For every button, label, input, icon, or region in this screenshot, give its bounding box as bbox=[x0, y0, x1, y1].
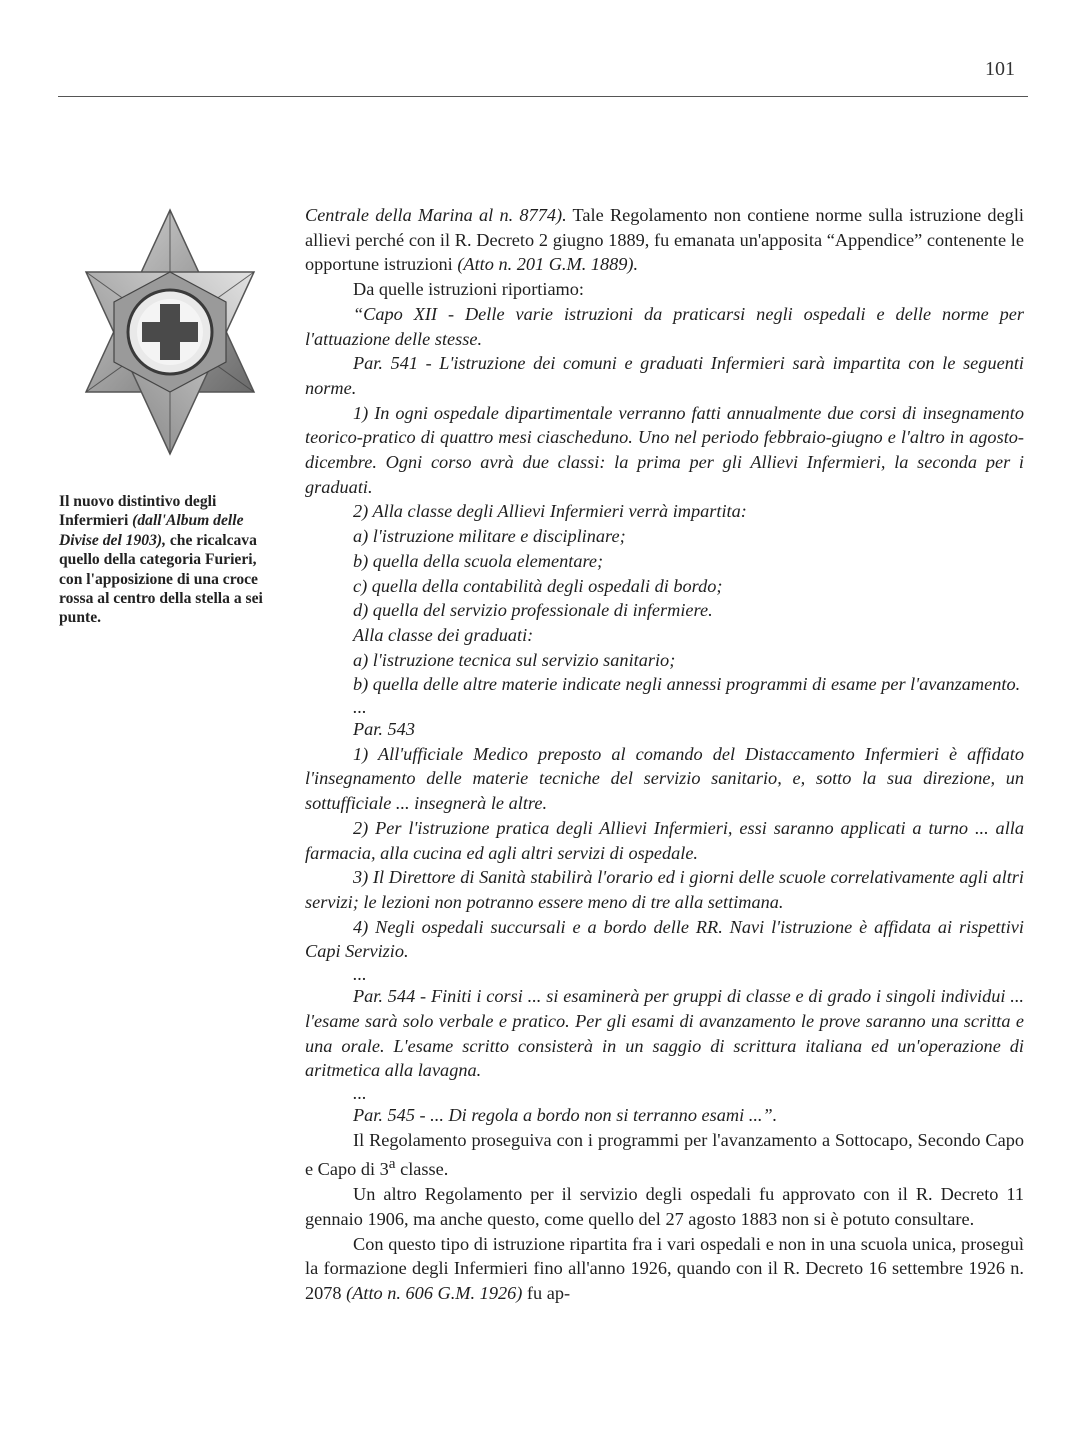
body-text bbox=[305, 203, 1024, 1306]
text: classe. bbox=[395, 1159, 449, 1180]
italic-ref: Centrale della Marina al n. 8774). bbox=[305, 205, 567, 225]
quote-line: b) quella della scuola elementare; bbox=[353, 550, 604, 571]
text: fu ap- bbox=[522, 1282, 571, 1303]
quote-line: Alla classe dei graduati: bbox=[353, 624, 534, 645]
text: Con questo tipo di istruzione ripartita fra i vari ospedali e non in una scuola unica, proseguì la formazione degli Infermieri fino all'anno 1926, quando con il R. Decreto 16 settembre 1926 n. 2078 bbox=[305, 1233, 1024, 1303]
caption-text-2: che ricalcava quello della categoria Furieri, con l'apposizione di una croce rossa al centro della stella a sei punte. bbox=[59, 531, 263, 627]
text: Tale Regolamento non contiene norme sulla istruzione degli allievi perché con il R. Decreto 2 giugno 1889, fu emanata un'apposita “Appendice” contenente le opportune istruzioni bbox=[305, 205, 1024, 275]
badge-figure bbox=[58, 200, 282, 470]
header-rule bbox=[58, 96, 1028, 97]
paragraph: Un altro Regolamento per il servizio degli ospedali fu approvato con il R. Decreto 11 gennaio 1906, ma anche questo, come quello del 27 agosto 1883 non si è potuto consultare. bbox=[305, 1184, 1024, 1229]
paragraph bbox=[305, 1232, 1024, 1306]
ellipsis: ... bbox=[353, 1082, 367, 1103]
caption-italic: (dall'Album delle Divise del 1903), bbox=[59, 512, 244, 549]
six-pointed-star-badge-icon bbox=[58, 200, 282, 470]
paragraph bbox=[305, 1128, 1024, 1183]
quote-line: 4) Negli ospedali succursali e a bordo delle RR. Navi l'istruzione è affidata ai rispettivi Capi Servizio. bbox=[305, 916, 1024, 962]
ellipsis: ... bbox=[353, 697, 367, 718]
quote-line: Par. 544 - Finiti i corsi ... si esaminerà per gruppi di classe e di grado i singoli individui ... l'esame sarà solo verbale e pratico. Per gli esami di avanzamento le prove saranno una scritta e una orale. L'esame scritto consisterà in un saggio di scrittura italiana ed un'operazione di aritmetica alla lavagna. bbox=[305, 986, 1024, 1081]
italic-ref: (Atto n. 201 G.M. 1889). bbox=[457, 254, 639, 275]
quote-line: 2) Alla classe degli Allievi Infermieri verrà impartita: bbox=[353, 501, 747, 522]
figure-caption bbox=[59, 492, 283, 628]
quote-line: 1) All'ufficiale Medico preposto al comando del Distaccamento Infermieri è affidato l'insegnamento delle materie tecniche del servizio sanitario, e, sotto la sua direzione, un sottufficiale ... insegnerà le altre. bbox=[305, 743, 1024, 814]
ellipsis: ... bbox=[353, 964, 367, 985]
quote-line: b) quella delle altre materie indicate negli annessi programmi di esame per l'avanzamento. bbox=[353, 674, 1021, 695]
quote-line: “Capo XII - Delle varie istruzioni da praticarsi negli ospedali e delle norme per l'attuazione delle stesse. bbox=[305, 303, 1024, 349]
page-number: 101 bbox=[985, 58, 1015, 80]
italic-ref: (Atto n. 606 G.M. 1926) bbox=[346, 1282, 523, 1303]
quote-line: a) l'istruzione militare e disciplinare; bbox=[353, 526, 626, 547]
quote-line: Par. 543 bbox=[353, 719, 415, 740]
caption-text-1: Il nuovo distintivo degli Infermieri bbox=[59, 493, 217, 530]
paragraph bbox=[305, 203, 1024, 277]
quote-line: Par. 545 - ... Di regola a bordo non si terranno esami ...”. bbox=[353, 1104, 778, 1125]
quote-line: c) quella della contabilità degli ospedali di bordo; bbox=[353, 575, 723, 596]
quote-line: a) l'istruzione tecnica sul servizio sanitario; bbox=[353, 649, 676, 670]
text: Il Regolamento proseguiva con i programmi per l'avanzamento a Sottocapo, Secondo Capo e Capo di 3 bbox=[305, 1129, 1024, 1180]
quote-line: 3) Il Direttore di Sanità stabilirà l'orario ed i giorni delle scuole correlativamente agli altri servizi; le lezioni non potranno essere meno di tre alla settimana. bbox=[305, 867, 1024, 912]
quote-line: 1) In ogni ospedale dipartimentale verranno fatti annualmente due corsi di insegnamento teorico-pratico di quattro mesi ciascheduno. Uno nel periodo febbraio-giugno e l'altro in agosto-dicembre. Ogni corso avrà due classi: la prima per gli Allievi Infermieri, la seconda per i graduati. bbox=[305, 402, 1024, 497]
quote-line: 2) Per l'istruzione pratica degli Allievi Infermieri, essi saranno applicati a turno ... alla farmacia, alla cucina ed agli altri servizi di ospedale. bbox=[305, 817, 1024, 863]
quote-line: d) quella del servizio professionale di infermiere. bbox=[353, 600, 713, 621]
paragraph: Da quelle istruzioni riportiamo: bbox=[353, 279, 584, 300]
superscript: a bbox=[388, 1155, 396, 1173]
quote-line: Par. 541 - L'istruzione dei comuni e graduati Infermieri sarà impartita con le seguenti norme. bbox=[305, 353, 1024, 398]
